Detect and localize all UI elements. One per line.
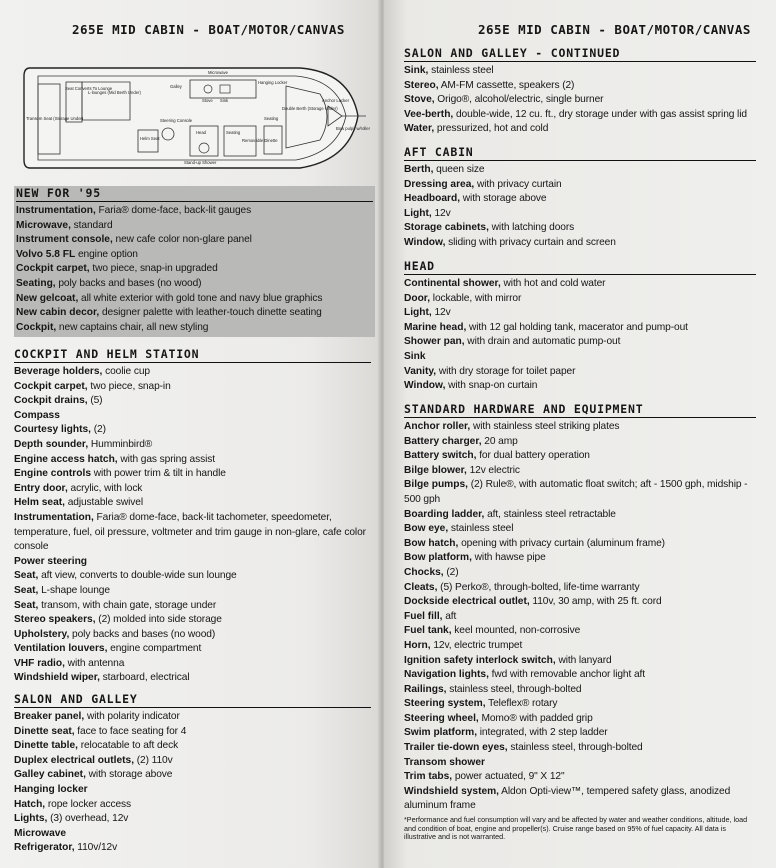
diagram-label: L-lounges (Mid Berth Under) <box>88 90 141 95</box>
spec-item-name: Door, <box>404 292 431 304</box>
spec-item-name: Power steering <box>14 555 88 567</box>
spec-item-name: Stereo speakers, <box>14 614 96 626</box>
spec-item <box>14 569 371 584</box>
spec-list <box>404 163 756 251</box>
spec-item-description: with antenna <box>64 657 125 669</box>
spec-item-name: New cabin decor, <box>16 307 100 319</box>
spec-item <box>14 739 371 754</box>
spec-item-name: Berth, <box>404 164 434 175</box>
spec-item-description: lockable, with mirror <box>430 292 522 304</box>
right-page <box>384 0 776 868</box>
diagram-label: Head <box>196 130 207 135</box>
spec-item-description: adjustable swivel <box>64 497 144 509</box>
spec-item-name: Light, <box>404 207 432 219</box>
spec-item <box>404 79 756 94</box>
spec-item <box>14 584 371 599</box>
spec-item-name: Breaker panel, <box>14 711 85 722</box>
spec-item-description: with power trim & tilt in handle <box>90 468 226 480</box>
spec-item <box>404 221 756 236</box>
spec-item-name: Sink, <box>404 65 429 76</box>
spec-item-name: Refrigerator, <box>14 842 75 854</box>
spec-item-name: Windshield system, <box>404 785 500 797</box>
spec-item-name: Bow eye, <box>404 523 449 535</box>
spec-item <box>14 511 371 555</box>
spec-item-description: (2) <box>443 566 459 578</box>
spec-item <box>14 768 371 783</box>
spec-item-description: poly backs and bases (no wood) <box>69 628 216 640</box>
spec-item-description: new cafe color non-glare panel <box>112 234 252 246</box>
spec-item <box>14 754 371 769</box>
spec-item <box>404 93 756 108</box>
spec-item-name: Seating, <box>16 277 56 289</box>
spec-item-name: Microwave, <box>16 219 71 231</box>
salon-continued-section <box>404 46 756 137</box>
spec-item-description: stainless steel <box>448 523 514 535</box>
diagram-label: Double Berth (Storage Under) <box>282 106 338 111</box>
spec-item <box>404 551 756 566</box>
spec-item <box>14 496 371 511</box>
spec-item-description: (2) Rule®, with automatic float switch; aft - 1500 gph, midship - 500 gph <box>404 479 748 505</box>
spec-item <box>404 478 756 507</box>
spec-item-description: designer palette with leather-touch dinette seating <box>99 307 322 319</box>
spec-item-description: power actuated, 9" X 12" <box>452 771 565 783</box>
spec-item <box>14 628 371 643</box>
spec-item-description: transom, with chain gate, storage under <box>38 599 217 611</box>
spec-item <box>14 599 371 614</box>
spec-item <box>14 409 371 424</box>
spec-item-name: Courtesy lights, <box>14 424 91 436</box>
spec-item <box>404 712 756 727</box>
diagram-label: Stove <box>202 98 213 103</box>
spec-item-name: Storage cabinets, <box>404 222 489 234</box>
spec-item-name: Instrumentation, <box>16 205 96 216</box>
spec-item-description: 110v, 30 amp, with 25 ft. cord <box>529 596 662 608</box>
spec-item <box>14 555 371 570</box>
spec-item-description: with dry storage for toilet paper <box>436 365 576 377</box>
aft-cabin-section <box>404 145 756 251</box>
spec-item <box>16 262 373 277</box>
spec-item-name: Galley cabinet, <box>14 769 86 781</box>
spec-item <box>14 453 371 468</box>
spec-item-name: Sink <box>404 350 426 362</box>
spec-item <box>404 595 756 610</box>
spec-item-name: Shower pan, <box>404 336 465 348</box>
spec-item <box>404 207 756 222</box>
spec-item-name: Instrumentation, <box>14 511 94 523</box>
spec-item <box>404 522 756 537</box>
spec-item <box>14 438 371 453</box>
spec-item-name: Volvo 5.8 FL <box>16 248 76 260</box>
spec-item-name: Railings, <box>404 683 447 695</box>
spec-item <box>404 64 756 79</box>
spec-item-description: with latching doors <box>488 222 575 234</box>
new-for-95-section <box>14 186 375 337</box>
spec-item-name: Fuel tank, <box>404 625 452 637</box>
spec-item <box>14 798 371 813</box>
spec-item-name: Window, <box>404 380 446 392</box>
spec-item-description: 12v, electric trumpet <box>430 639 523 651</box>
spec-item-name: Upholstery, <box>14 628 70 640</box>
spec-item <box>404 365 756 380</box>
spec-item <box>14 642 371 657</box>
spec-item <box>16 306 373 321</box>
diagram-label: Sink <box>220 98 229 103</box>
spec-item-name: Window, <box>404 236 446 248</box>
spec-item-name: Anchor roller, <box>404 421 471 432</box>
section-heading: SALON AND GALLEY - CONTINUED <box>404 46 756 62</box>
spec-item <box>404 178 756 193</box>
spec-item <box>404 697 756 712</box>
spec-item-description: with snap-on curtain <box>445 380 538 392</box>
spec-item <box>404 379 756 394</box>
diagram-label: Helm Seat <box>140 136 160 141</box>
spec-item-description: aft, stainless steel retractable <box>484 508 616 520</box>
spec-item-description: opening with privacy curtain (aluminum frame) <box>458 537 665 549</box>
diagram-label: Anchor Locker <box>322 98 349 103</box>
spec-item <box>16 321 373 336</box>
section-heading: SALON AND GALLEY <box>14 692 371 708</box>
spec-item <box>14 467 371 482</box>
spec-item-name: Battery charger, <box>404 435 482 447</box>
spec-list <box>404 277 756 394</box>
spec-item-description: two piece, snap-in upgraded <box>89 263 218 275</box>
spec-item <box>404 435 756 450</box>
spec-item-description: 12v <box>431 207 451 219</box>
spec-item-name: Engine controls <box>14 468 91 480</box>
spec-item <box>16 248 373 263</box>
diagram-label: Seating <box>226 130 241 135</box>
spec-item-name: Depth sounder, <box>14 438 89 450</box>
boat-plan-svg <box>20 60 372 178</box>
footnote: *Performance and fuel consumption will vary and be affected by water and weather conditions, altitude, load and condition of boat, engine and propeller(s). Cruise range based on 95% of fuel capacity. All data is illustrative and is not warranted. <box>404 815 748 842</box>
spec-item-description: Momo® with padded grip <box>478 712 593 724</box>
spec-item-description: (2) <box>90 424 106 436</box>
spec-item <box>404 449 756 464</box>
spec-item-description: starboard, electrical <box>99 672 190 684</box>
spec-item-name: Bow platform, <box>404 552 472 564</box>
spec-item-description: sliding with privacy curtain and screen <box>445 236 616 248</box>
spec-item-name: Cockpit, <box>16 321 57 333</box>
spec-item-name: Hatch, <box>14 798 46 810</box>
spec-item <box>404 668 756 683</box>
spec-item-description: 12v electric <box>466 464 520 476</box>
diagram-label: Galley <box>170 84 182 89</box>
spec-item-name: Navigation lights, <box>404 669 489 681</box>
spec-item-description: AM-FM cassette, speakers (2) <box>438 79 575 91</box>
spec-item-name: Dinette table, <box>14 740 78 752</box>
diagram-label: Microwave <box>208 70 229 75</box>
spec-item-name: Transom shower <box>404 756 485 768</box>
right-page-title: 265E MID CABIN - BOAT/MOTOR/CANVAS <box>478 22 751 37</box>
spec-item <box>404 321 756 336</box>
spec-item <box>404 610 756 625</box>
spec-item-name: Seat, <box>14 570 39 582</box>
spec-item <box>14 725 371 740</box>
spec-item-name: Duplex electrical outlets, <box>14 754 135 766</box>
boat-layout-diagram <box>20 60 372 178</box>
spec-item-description: rope locker access <box>45 798 132 810</box>
spec-item-description: (3) overhead, 12v <box>47 813 129 825</box>
spec-item-description: with privacy curtain <box>474 178 562 190</box>
spec-item-name: Ventilation louvers, <box>14 643 108 655</box>
spec-item-description: Aldon Opti-view™, tempered safety glass, anodized aluminum frame <box>404 785 731 812</box>
spec-item-name: Seat, <box>14 584 39 596</box>
spec-item <box>404 350 756 365</box>
spec-item <box>14 394 371 409</box>
spec-item-name: Chocks, <box>404 566 444 578</box>
spec-item <box>404 122 756 137</box>
spec-item <box>404 420 756 435</box>
spec-item <box>404 335 756 350</box>
spec-item-name: Bilge blower, <box>404 464 467 476</box>
spec-item-description: Teleflex® rotary <box>485 698 558 710</box>
diagram-label: Steering Console <box>160 118 193 123</box>
spec-item-name: Marine head, <box>404 321 467 333</box>
spec-item-description: engine compartment <box>107 643 202 655</box>
spec-item-name: Light, <box>404 307 432 319</box>
spec-item <box>14 671 371 686</box>
spec-item-name: Cockpit carpet, <box>16 263 90 275</box>
spec-item-description: stainless steel, through-bolted <box>507 742 643 754</box>
spec-item-name: Stereo, <box>404 79 439 91</box>
diagram-label: Seat Converts To Lounge <box>65 86 113 91</box>
spec-item-name: Horn, <box>404 639 431 651</box>
spec-list <box>14 365 371 686</box>
spec-item-name: Vee-berth, <box>404 108 454 120</box>
spec-item-name: Entry door, <box>14 482 68 494</box>
spec-item-description: aft view, converts to double-wide sun lounge <box>38 570 237 582</box>
spec-item-description: queen size <box>433 164 485 175</box>
spec-item <box>404 306 756 321</box>
spec-item <box>14 841 371 856</box>
spec-item-name: Water, <box>404 123 435 135</box>
spec-item <box>14 710 371 725</box>
spec-item-name: Beverage holders, <box>14 366 103 377</box>
spec-item <box>404 683 756 698</box>
spec-item <box>404 108 756 123</box>
spec-item <box>404 277 756 292</box>
spec-item-description: relocatable to aft deck <box>77 740 179 752</box>
spec-item <box>404 624 756 639</box>
spec-item-name: Cockpit drains, <box>14 395 88 407</box>
spec-item-name: Engine access hatch, <box>14 453 118 465</box>
spec-item-name: Windshield wiper, <box>14 672 100 684</box>
diagram-label: Removable Dinette <box>242 138 278 143</box>
spec-item-name: New gelcoat, <box>16 292 79 304</box>
spec-item <box>14 783 371 798</box>
spec-item <box>404 741 756 756</box>
spec-item-description: face to face seating for 4 <box>74 725 187 737</box>
diagram-label: Bow pulpit w/roller <box>336 126 370 131</box>
spec-item-description: poly backs and bases (no wood) <box>55 277 202 289</box>
spec-item-name: Cleats, <box>404 581 438 593</box>
spec-item-name: Ignition safety interlock switch, <box>404 654 556 666</box>
spec-item-description: with 12 gal holding tank, macerator and pump-out <box>466 321 688 333</box>
spec-item-description: keel mounted, non-corrosive <box>451 625 581 637</box>
spec-item-description: fwd with removable anchor light aft <box>488 669 645 681</box>
spec-item-description: with lanyard <box>555 654 612 666</box>
diagram-label: Seating <box>264 116 279 121</box>
section-heading: HEAD <box>404 259 756 275</box>
spec-item-description: coolie cup <box>102 366 150 377</box>
spec-item-name: Fuel fill, <box>404 610 443 622</box>
spec-item <box>404 508 756 523</box>
spec-item <box>14 365 371 380</box>
spec-item-description: with hawse pipe <box>471 552 546 564</box>
spec-item-description: with drain and automatic pump-out <box>464 336 621 348</box>
spec-item-description: pressurized, hot and cold <box>434 123 549 135</box>
spec-item <box>404 581 756 596</box>
spec-item-description: stainless steel <box>428 65 494 76</box>
spec-item-description: standard <box>70 219 113 231</box>
spec-list <box>14 710 371 856</box>
spec-item-name: Cockpit carpet, <box>14 380 88 392</box>
spec-item-description: with stainless steel striking plates <box>470 421 620 432</box>
spec-item-description: Faria® dome-face, back-lit gauges <box>95 205 252 216</box>
spec-item-name: Seat, <box>14 599 39 611</box>
spec-item-description: Origo®, alcohol/electric, single burner <box>434 94 604 106</box>
spec-item-name: Dressing area, <box>404 178 475 190</box>
spec-item <box>404 726 756 741</box>
spec-item-description: two piece, snap-in <box>87 380 171 392</box>
spec-item <box>14 827 371 842</box>
cockpit-section <box>14 347 371 686</box>
spec-item <box>404 785 756 814</box>
spec-item-name: Steering system, <box>404 698 486 710</box>
section-heading: AFT CABIN <box>404 145 756 161</box>
spec-item-description: aft <box>442 610 457 622</box>
diagram-label: Transom Seat (Storage Under) <box>26 116 84 121</box>
salon-galley-section <box>14 692 371 856</box>
spec-item-name: Hanging locker <box>14 783 88 795</box>
spec-item <box>404 236 756 251</box>
spec-item <box>404 566 756 581</box>
spec-item <box>16 204 373 219</box>
spec-item <box>14 812 371 827</box>
spec-item-name: Bow hatch, <box>404 537 459 549</box>
spec-item-description: integrated, with 2 step ladder <box>477 727 608 739</box>
spec-item-description: with storage above <box>460 193 547 205</box>
spec-item-description: (2) 110v <box>134 754 173 766</box>
spec-item-name: Lights, <box>14 813 48 825</box>
spec-item <box>404 770 756 785</box>
spec-item-description: 12v <box>431 307 451 319</box>
spec-item <box>16 292 373 307</box>
spec-item-description: (5) <box>87 395 103 407</box>
spec-item-name: Steering wheel, <box>404 712 479 724</box>
diagram-label: Stand-up Shower <box>184 160 217 165</box>
spec-item-name: Trim tabs, <box>404 771 453 783</box>
spec-item-description: (5) Perko®, through-bolted, life-time warranty <box>437 581 640 593</box>
spec-item <box>14 482 371 497</box>
spec-item-description: 20 amp <box>481 435 518 447</box>
spec-item-name: Vanity, <box>404 365 437 377</box>
section-heading: COCKPIT AND HELM STATION <box>14 347 371 363</box>
spec-item-description: (2) molded into side storage <box>95 614 222 626</box>
left-page-title: 265E MID CABIN - BOAT/MOTOR/CANVAS <box>72 22 345 37</box>
spec-item-name: Swim platform, <box>404 727 478 739</box>
spec-item-name: Headboard, <box>404 193 461 205</box>
spec-item-name: Microwave <box>14 827 67 839</box>
hardware-section <box>404 402 756 842</box>
spec-item-description: with polarity indicator <box>84 711 180 722</box>
spec-item-name: Dockside electrical outlet, <box>404 596 530 608</box>
spec-item-name: Boarding ladder, <box>404 508 485 520</box>
spec-item <box>14 613 371 628</box>
spec-item-description: all white exterior with gold tone and navy blue graphics <box>78 292 323 304</box>
spec-item <box>404 292 756 307</box>
spec-item-description: 110v/12v <box>74 842 118 854</box>
spec-item <box>404 192 756 207</box>
spec-item-name: Battery switch, <box>404 450 477 462</box>
spec-item-description: with storage above <box>85 769 173 781</box>
spec-item-name: Stove, <box>404 94 435 106</box>
spec-item-description: new captains chair, all new styling <box>56 321 209 333</box>
section-heading: NEW FOR '95 <box>16 186 373 202</box>
diagram-label: Hanging Locker <box>258 80 288 85</box>
spec-item-description: for dual battery operation <box>476 450 590 462</box>
spec-item <box>404 654 756 669</box>
spec-list <box>16 204 373 335</box>
spec-item-description: engine option <box>75 248 138 260</box>
spec-item-name: Instrument console, <box>16 234 113 246</box>
spec-item-description: Humminbird® <box>88 438 153 450</box>
spec-item-name: Dinette seat, <box>14 725 75 737</box>
spec-item <box>14 380 371 395</box>
spec-item-name: Helm seat, <box>14 497 65 509</box>
spec-item-name: Trailer tie-down eyes, <box>404 742 508 754</box>
left-page <box>0 0 384 868</box>
spec-item <box>404 639 756 654</box>
spec-item-description: acrylic, with lock <box>67 482 143 494</box>
spec-list <box>404 64 756 137</box>
spec-item-name: Compass <box>14 409 60 421</box>
spec-item <box>16 277 373 292</box>
spec-item <box>16 233 373 248</box>
spec-item-name: Bilge pumps, <box>404 479 468 491</box>
spec-item-description: with gas spring assist <box>117 453 215 465</box>
spec-item <box>16 219 373 234</box>
spec-item-description: Faria® dome-face, back-lit tachometer, speedometer, temperature, fuel, oil pressure, voltmeter and trim gauge in non-glare, cafe color console <box>14 511 366 553</box>
section-heading: STANDARD HARDWARE AND EQUIPMENT <box>404 402 756 418</box>
spec-item <box>404 163 756 178</box>
spec-item-description: with hot and cold water <box>500 278 606 289</box>
spec-item-description: L-shape lounge <box>38 584 110 596</box>
spec-item <box>404 756 756 771</box>
head-section <box>404 259 756 394</box>
spec-item-description: stainless steel, through-bolted <box>446 683 582 695</box>
spec-item <box>14 423 371 438</box>
spec-item <box>404 464 756 479</box>
spec-item-name: Continental shower, <box>404 278 501 289</box>
spec-item <box>14 657 371 672</box>
spec-item <box>404 537 756 552</box>
spec-item-name: VHF radio, <box>14 657 65 669</box>
spec-list <box>404 420 756 814</box>
spec-item-description: double-wide, 12 cu. ft., dry storage under with gas assist spring lid <box>453 108 747 120</box>
